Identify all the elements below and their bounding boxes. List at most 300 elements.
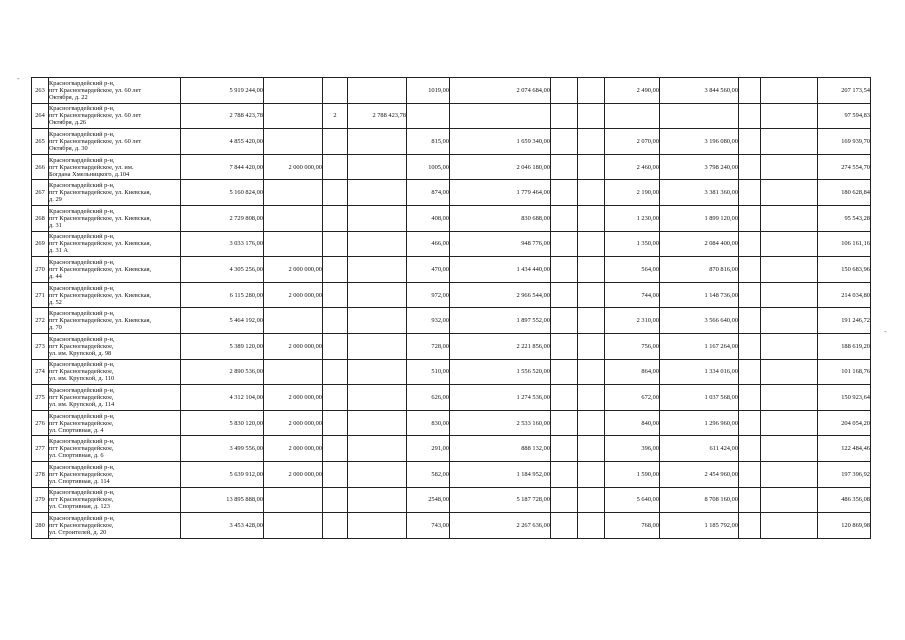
address-line: пгт Красногвардейское, bbox=[49, 470, 114, 478]
address-cell bbox=[49, 333, 181, 359]
address-line: пгт Красногвардейское, ул. 60 лет bbox=[49, 112, 142, 120]
empty-cell bbox=[761, 385, 818, 411]
address-line: ул. Спортивная, д. 6 bbox=[49, 452, 104, 460]
amount-cell: 2 000 000,00 bbox=[264, 282, 323, 308]
area-cell: 1 590,00 bbox=[605, 461, 660, 487]
amount-cell: 214 034,80 bbox=[818, 282, 871, 308]
total-cost-cell: 7 844 420,00 bbox=[181, 154, 264, 180]
count-cell bbox=[323, 78, 348, 104]
empty-cell bbox=[739, 333, 761, 359]
empty-cell bbox=[739, 205, 761, 231]
area-cell: 972,00 bbox=[407, 282, 450, 308]
amount-cell: 101 168,76 bbox=[818, 359, 871, 385]
amount-cell bbox=[348, 231, 407, 257]
area-cell: 2 070,00 bbox=[605, 129, 660, 155]
amount-cell: 1 659 340,00 bbox=[450, 129, 551, 155]
count-cell bbox=[323, 180, 348, 206]
address-cell bbox=[49, 308, 181, 334]
count-cell bbox=[323, 231, 348, 257]
count-cell bbox=[323, 385, 348, 411]
empty-cell bbox=[578, 461, 605, 487]
address-line: д. 70 bbox=[49, 324, 62, 332]
table-row bbox=[32, 205, 871, 231]
empty-cell bbox=[551, 359, 578, 385]
empty-cell bbox=[551, 461, 578, 487]
address-line: пгт Красногвардейское, bbox=[49, 445, 114, 453]
empty-cell bbox=[739, 129, 761, 155]
amount-cell bbox=[264, 359, 323, 385]
amount-cell: 150 923,64 bbox=[818, 385, 871, 411]
empty-cell bbox=[551, 308, 578, 334]
amount-cell bbox=[450, 103, 551, 129]
row-number: 270 bbox=[32, 257, 49, 283]
table-row bbox=[32, 410, 871, 436]
area-cell: 396,00 bbox=[605, 436, 660, 462]
amount-cell: 2 000 000,00 bbox=[264, 333, 323, 359]
row-number: 276 bbox=[32, 410, 49, 436]
address-line: ул. им. Крупской, д. 98 bbox=[49, 349, 112, 357]
empty-cell bbox=[761, 103, 818, 129]
address-line: Красногвардейский р-н, bbox=[49, 412, 115, 420]
address-line: пгт Красногвардейское, ул. им. bbox=[49, 163, 134, 171]
area-cell: 564,00 bbox=[605, 257, 660, 283]
empty-cell bbox=[739, 436, 761, 462]
address-line: пгт Красногвардейское, ул. 60 лет bbox=[49, 86, 142, 94]
address-line: пгт Красногвардейское, bbox=[49, 342, 114, 350]
count-cell bbox=[323, 257, 348, 283]
empty-cell bbox=[578, 231, 605, 257]
area-cell: 768,00 bbox=[605, 513, 660, 539]
row-number: 266 bbox=[32, 154, 49, 180]
address-line: ул. Строителей, д. 20 bbox=[49, 528, 107, 536]
amount-cell: 169 939,70 bbox=[818, 129, 871, 155]
address-cell bbox=[49, 436, 181, 462]
address-line: пгт Красногвардейское, bbox=[49, 521, 114, 529]
empty-cell bbox=[761, 487, 818, 513]
table-row bbox=[32, 308, 871, 334]
address-cell bbox=[49, 78, 181, 104]
empty-cell bbox=[551, 487, 578, 513]
amount-cell bbox=[348, 257, 407, 283]
amount-cell: 2 000 000,00 bbox=[264, 257, 323, 283]
area-cell: 5 640,00 bbox=[605, 487, 660, 513]
address-line: Красногвардейский р-н, bbox=[49, 386, 115, 394]
amount-cell bbox=[348, 78, 407, 104]
empty-cell bbox=[578, 333, 605, 359]
address-line: Красногвардейский р-н, bbox=[49, 207, 115, 215]
total-cost-cell: 2 890 536,00 bbox=[181, 359, 264, 385]
count-cell bbox=[323, 154, 348, 180]
empty-cell bbox=[551, 385, 578, 411]
table-row bbox=[32, 461, 871, 487]
table-row bbox=[32, 129, 871, 155]
area-cell: 2548,00 bbox=[407, 487, 450, 513]
area-cell: 582,00 bbox=[407, 461, 450, 487]
amount-cell: 2 074 684,00 bbox=[450, 78, 551, 104]
count-cell bbox=[323, 513, 348, 539]
address-line: Красногвардейский р-н, bbox=[49, 489, 115, 497]
amount-cell bbox=[348, 154, 407, 180]
area-cell: 1 230,00 bbox=[605, 205, 660, 231]
row-number: 277 bbox=[32, 436, 49, 462]
amount-cell bbox=[348, 513, 407, 539]
amount-cell: 1 184 952,00 bbox=[450, 461, 551, 487]
amount-cell: 197 396,92 bbox=[818, 461, 871, 487]
amount-cell: 1 296 960,00 bbox=[660, 410, 739, 436]
address-line: д. 29 bbox=[49, 196, 62, 204]
amount-cell: 948 776,00 bbox=[450, 231, 551, 257]
empty-cell bbox=[761, 436, 818, 462]
empty-cell bbox=[739, 308, 761, 334]
empty-cell bbox=[578, 487, 605, 513]
amount-cell: 2 084 400,00 bbox=[660, 231, 739, 257]
empty-cell bbox=[761, 205, 818, 231]
area-cell: 1005,00 bbox=[407, 154, 450, 180]
empty-cell bbox=[739, 180, 761, 206]
empty-cell bbox=[551, 205, 578, 231]
row-number: 279 bbox=[32, 487, 49, 513]
area-cell: 874,00 bbox=[407, 180, 450, 206]
area-cell: 2 190,00 bbox=[605, 180, 660, 206]
empty-cell bbox=[551, 154, 578, 180]
area-cell: 2 310,00 bbox=[605, 308, 660, 334]
amount-cell bbox=[348, 410, 407, 436]
address-line: Красногвардейский р-н, bbox=[49, 361, 115, 369]
address-line: Красногвардейский р-н, bbox=[49, 514, 115, 522]
empty-cell bbox=[761, 231, 818, 257]
empty-cell bbox=[551, 129, 578, 155]
area-cell: 728,00 bbox=[407, 333, 450, 359]
empty-cell bbox=[739, 513, 761, 539]
amount-cell bbox=[348, 385, 407, 411]
total-cost-cell: 3 033 176,00 bbox=[181, 231, 264, 257]
table-row bbox=[32, 487, 871, 513]
address-line: Красногвардейский р-н, bbox=[49, 310, 115, 318]
area-cell: 2 460,00 bbox=[605, 154, 660, 180]
empty-cell bbox=[739, 359, 761, 385]
address-line: ул. Спортивная, д. 123 bbox=[49, 503, 110, 511]
area-cell: 626,00 bbox=[407, 385, 450, 411]
amount-cell: 2 221 856,00 bbox=[450, 333, 551, 359]
address-line: пгт Красногвардейское, ул. Киевская, bbox=[49, 214, 152, 222]
address-line: д. 44 bbox=[49, 272, 62, 280]
address-line: ул. Спортивная, д. 4 bbox=[49, 426, 104, 434]
address-line: ул. Спортивная, д. 114 bbox=[49, 477, 110, 485]
total-cost-cell: 4 305 256,00 bbox=[181, 257, 264, 283]
table-row bbox=[32, 513, 871, 539]
table-row bbox=[32, 154, 871, 180]
address-line: Октября, д. 22 bbox=[49, 93, 88, 101]
amount-cell: 1 148 736,00 bbox=[660, 282, 739, 308]
amount-cell: 207 173,54 bbox=[818, 78, 871, 104]
address-line: д. 52 bbox=[49, 298, 62, 306]
total-cost-cell: 4 855 420,00 bbox=[181, 129, 264, 155]
table-row bbox=[32, 78, 871, 104]
amount-cell: 1 556 520,00 bbox=[450, 359, 551, 385]
amount-cell: 2 000 000,00 bbox=[264, 385, 323, 411]
total-cost-cell: 5 389 120,00 bbox=[181, 333, 264, 359]
address-line: Красногвардейский р-н, bbox=[49, 182, 115, 190]
address-cell bbox=[49, 513, 181, 539]
amount-cell: 2 046 180,00 bbox=[450, 154, 551, 180]
amount-cell: 2 267 636,00 bbox=[450, 513, 551, 539]
area-cell: 932,00 bbox=[407, 308, 450, 334]
area-cell: 815,00 bbox=[407, 129, 450, 155]
amount-cell: 870 816,00 bbox=[660, 257, 739, 283]
empty-cell bbox=[761, 78, 818, 104]
table-row bbox=[32, 103, 871, 129]
empty-cell bbox=[551, 410, 578, 436]
area-cell bbox=[407, 103, 450, 129]
amount-cell: 1 897 552,00 bbox=[450, 308, 551, 334]
empty-cell bbox=[551, 513, 578, 539]
table-row bbox=[32, 257, 871, 283]
address-cell bbox=[49, 129, 181, 155]
amount-cell: 1 185 792,00 bbox=[660, 513, 739, 539]
empty-cell bbox=[761, 180, 818, 206]
empty-cell bbox=[551, 333, 578, 359]
amount-cell bbox=[348, 359, 407, 385]
empty-cell bbox=[761, 461, 818, 487]
empty-cell bbox=[578, 103, 605, 129]
total-cost-cell: 5 464 192,00 bbox=[181, 308, 264, 334]
count-cell bbox=[323, 129, 348, 155]
empty-cell bbox=[739, 282, 761, 308]
amount-cell: 2 788 423,78 bbox=[348, 103, 407, 129]
address-line: Красногвардейский р-н, bbox=[49, 79, 115, 87]
address-line: пгт Красногвардейское, ул. Киевская, bbox=[49, 291, 152, 299]
amount-cell: 3 844 560,00 bbox=[660, 78, 739, 104]
address-line: Красногвардейский р-н, bbox=[49, 335, 115, 343]
empty-cell bbox=[761, 410, 818, 436]
area-cell bbox=[605, 103, 660, 129]
row-number: 267 bbox=[32, 180, 49, 206]
total-cost-cell: 6 115 280,00 bbox=[181, 282, 264, 308]
address-line: Октября, д.26 bbox=[49, 119, 87, 127]
total-cost-cell: 3 453 428,00 bbox=[181, 513, 264, 539]
empty-cell bbox=[551, 180, 578, 206]
table-row bbox=[32, 231, 871, 257]
amount-cell bbox=[348, 205, 407, 231]
amount-cell: 3 196 080,00 bbox=[660, 129, 739, 155]
total-cost-cell: 5 830 120,00 bbox=[181, 410, 264, 436]
empty-cell bbox=[739, 410, 761, 436]
empty-cell bbox=[551, 257, 578, 283]
total-cost-cell: 5 639 912,00 bbox=[181, 461, 264, 487]
empty-cell bbox=[761, 257, 818, 283]
row-number: 273 bbox=[32, 333, 49, 359]
address-line: пгт Красногвардейское, ул. Киевская, bbox=[49, 189, 152, 197]
area-cell: 756,00 bbox=[605, 333, 660, 359]
amount-cell: 1 779 464,00 bbox=[450, 180, 551, 206]
table-row bbox=[32, 359, 871, 385]
amount-cell: 95 543,28 bbox=[818, 205, 871, 231]
amount-cell bbox=[264, 308, 323, 334]
address-line: пгт Красногвардейское, bbox=[49, 419, 114, 427]
empty-cell bbox=[739, 385, 761, 411]
empty-cell bbox=[578, 308, 605, 334]
address-cell bbox=[49, 257, 181, 283]
amount-cell bbox=[264, 513, 323, 539]
count-cell: 2 bbox=[323, 103, 348, 129]
total-cost-cell: 13 895 888,00 bbox=[181, 487, 264, 513]
amount-cell: 97 594,83 bbox=[818, 103, 871, 129]
empty-cell bbox=[578, 129, 605, 155]
address-line: пгт Красногвардейское, bbox=[49, 368, 114, 376]
empty-cell bbox=[578, 359, 605, 385]
amount-cell: 106 161,16 bbox=[818, 231, 871, 257]
amount-cell: 830 688,00 bbox=[450, 205, 551, 231]
area-cell: 470,00 bbox=[407, 257, 450, 283]
amount-cell: 191 246,72 bbox=[818, 308, 871, 334]
empty-cell bbox=[761, 333, 818, 359]
table-row bbox=[32, 385, 871, 411]
row-number: 275 bbox=[32, 385, 49, 411]
empty-cell bbox=[578, 436, 605, 462]
empty-cell bbox=[578, 78, 605, 104]
address-cell bbox=[49, 410, 181, 436]
amount-cell: 2 000 000,00 bbox=[264, 410, 323, 436]
count-cell bbox=[323, 410, 348, 436]
address-cell bbox=[49, 385, 181, 411]
amount-cell: 274 554,70 bbox=[818, 154, 871, 180]
amount-cell bbox=[348, 308, 407, 334]
empty-cell bbox=[761, 513, 818, 539]
empty-cell bbox=[551, 436, 578, 462]
empty-cell bbox=[551, 282, 578, 308]
address-cell bbox=[49, 180, 181, 206]
amount-cell: 5 187 728,00 bbox=[450, 487, 551, 513]
address-line: Октября, д. 30 bbox=[49, 144, 88, 152]
count-cell bbox=[323, 282, 348, 308]
address-cell bbox=[49, 154, 181, 180]
amount-cell bbox=[264, 487, 323, 513]
address-cell bbox=[49, 282, 181, 308]
amount-cell: 1 434 440,00 bbox=[450, 257, 551, 283]
amount-cell bbox=[348, 333, 407, 359]
address-line: Красногвардейский р-н, bbox=[49, 105, 115, 113]
empty-cell bbox=[739, 257, 761, 283]
amount-cell bbox=[348, 129, 407, 155]
amount-cell bbox=[348, 436, 407, 462]
amount-cell: 2 000 000,00 bbox=[264, 154, 323, 180]
area-cell: 743,00 bbox=[407, 513, 450, 539]
empty-cell bbox=[739, 487, 761, 513]
amount-cell: 122 484,46 bbox=[818, 436, 871, 462]
amount-cell bbox=[264, 78, 323, 104]
address-cell bbox=[49, 231, 181, 257]
empty-cell bbox=[739, 78, 761, 104]
address-line: пгт Красногвардейское, ул. Киевская, bbox=[49, 317, 152, 325]
amount-cell: 2 533 160,00 bbox=[450, 410, 551, 436]
scan-mark: - bbox=[884, 327, 887, 336]
address-cell bbox=[49, 205, 181, 231]
row-number: 265 bbox=[32, 129, 49, 155]
amount-cell: 3 798 240,00 bbox=[660, 154, 739, 180]
count-cell bbox=[323, 308, 348, 334]
address-line: пгт Красногвардейское, ул. Киевская, bbox=[49, 240, 152, 248]
area-cell: 1019,00 bbox=[407, 78, 450, 104]
address-line: Красногвардейский р-н, bbox=[49, 463, 115, 471]
address-line: д. 31 bbox=[49, 221, 62, 229]
total-cost-cell: 3 499 556,00 bbox=[181, 436, 264, 462]
amount-cell bbox=[264, 103, 323, 129]
area-cell: 466,00 bbox=[407, 231, 450, 257]
address-cell bbox=[49, 103, 181, 129]
address-line: Богдана Хмельницкого, д.104 bbox=[49, 170, 130, 178]
amount-cell bbox=[348, 180, 407, 206]
row-number: 278 bbox=[32, 461, 49, 487]
area-cell: 744,00 bbox=[605, 282, 660, 308]
address-line: д. 31 А bbox=[49, 247, 69, 255]
address-line: Красногвардейский р-н, bbox=[49, 233, 115, 241]
row-number: 263 bbox=[32, 78, 49, 104]
area-cell: 864,00 bbox=[605, 359, 660, 385]
scan-mark: - bbox=[17, 74, 20, 83]
area-cell: 2 490,00 bbox=[605, 78, 660, 104]
table-row bbox=[32, 436, 871, 462]
empty-cell bbox=[578, 257, 605, 283]
row-number: 264 bbox=[32, 103, 49, 129]
amount-cell: 150 683,96 bbox=[818, 257, 871, 283]
address-line: Красногвардейский р-н, bbox=[49, 258, 115, 266]
total-cost-cell: 5 160 824,00 bbox=[181, 180, 264, 206]
amount-cell: 1 037 568,00 bbox=[660, 385, 739, 411]
empty-cell bbox=[578, 180, 605, 206]
count-cell bbox=[323, 487, 348, 513]
area-cell: 1 350,00 bbox=[605, 231, 660, 257]
address-cell bbox=[49, 487, 181, 513]
amount-cell: 1 334 016,00 bbox=[660, 359, 739, 385]
table-row bbox=[32, 282, 871, 308]
empty-cell bbox=[578, 410, 605, 436]
data-table bbox=[31, 77, 871, 539]
empty-cell bbox=[739, 231, 761, 257]
amount-cell bbox=[264, 231, 323, 257]
count-cell bbox=[323, 461, 348, 487]
area-cell: 840,00 bbox=[605, 410, 660, 436]
address-line: пгт Красногвардейское, ул. Киевская, bbox=[49, 265, 152, 273]
empty-cell bbox=[739, 154, 761, 180]
empty-cell bbox=[739, 103, 761, 129]
area-cell: 830,00 bbox=[407, 410, 450, 436]
address-line: ул. им. Крупской, д. 110 bbox=[49, 375, 115, 383]
amount-cell: 2 454 960,00 bbox=[660, 461, 739, 487]
empty-cell bbox=[761, 308, 818, 334]
area-cell: 291,00 bbox=[407, 436, 450, 462]
amount-cell: 486 356,08 bbox=[818, 487, 871, 513]
amount-cell: 3 566 640,00 bbox=[660, 308, 739, 334]
amount-cell bbox=[264, 205, 323, 231]
empty-cell bbox=[578, 282, 605, 308]
address-line: Красногвардейский р-н, bbox=[49, 130, 115, 138]
total-cost-cell: 5 919 244,00 bbox=[181, 78, 264, 104]
row-number: 268 bbox=[32, 205, 49, 231]
amount-cell bbox=[264, 129, 323, 155]
empty-cell bbox=[739, 461, 761, 487]
amount-cell: 204 054,20 bbox=[818, 410, 871, 436]
row-number: 280 bbox=[32, 513, 49, 539]
empty-cell bbox=[578, 154, 605, 180]
count-cell bbox=[323, 333, 348, 359]
area-cell: 408,00 bbox=[407, 205, 450, 231]
empty-cell bbox=[551, 78, 578, 104]
amount-cell: 611 424,00 bbox=[660, 436, 739, 462]
amount-cell: 3 381 360,00 bbox=[660, 180, 739, 206]
empty-cell bbox=[761, 359, 818, 385]
amount-cell: 2 000 000,00 bbox=[264, 461, 323, 487]
amount-cell bbox=[348, 282, 407, 308]
